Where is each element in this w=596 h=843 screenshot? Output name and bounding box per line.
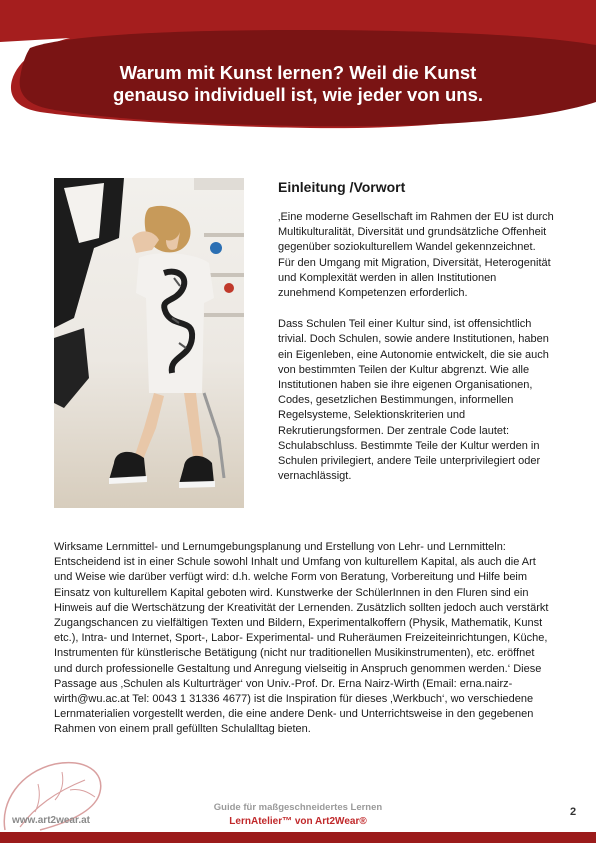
- page-title: [60, 62, 536, 106]
- intro-paragraph-2: Dass Schulen Teil einer Kultur sind, ist offensichtlich trivial. Doch Schulen, sowie andere Institutionen, haben ein Eigenleben, eine Autonomie entwickelt, die sie auch von bestimmten Teilen der Kultur abgrenzt. Wie alle Institutionen haben sie ihre eigenen Organisationen, Codes, gesetzlichen Bestimmungen, informellen Regelsysteme, Selektionskriterien und Rekrutierungsformen. Der zentrale Code lautet: Schulabschluss. Bestimmte Teile der Kultur werden in Schulen privilegiert, andere Teile unterprivilegiert oder vernachlässigt.: [278, 318, 549, 483]
- intro-paragraph-1: ‚Eine moderne Gesellschaft im Rahmen der EU ist durch Multikulturalität, Diversität und grundsätzliche Offenheit gegenüber soziokulturellem Wandel gekennzeichnet. Für den Umgang mit Migration, Diversität, Heterogenität und Komplexität werden in allen Institutionen zunehmend Kompetenzen erforderlich.: [278, 211, 554, 300]
- page-title-line-1: Warum mit Kunst lernen? Weil die Kunst: [119, 62, 477, 83]
- body-paragraph: Wirksame Lernmittel- und Lernumgebungsplanung und Erstellung von Lehr- und Lernmitteln: Entscheidend ist in einer Schule sowohl Inhalt und Umfang von kulturellem Kapital, als auch die Art und Weise wie darüber verfügt wird: d.h. welche Form von Beratung, Vorbereitung und Hilfe beim Einsatz von kulturellem Kapital geboten wird. Kunstwerke der SchülerInnen in den Fluren sind ein Hinweis auf die Wertschätzung der Kreativität der Lernenden. Zusätzlich sollten jedoch auch verstärkt Zugangschancen zu vielfältigen Texten und Bildern, Experimentalkoffern (Physik, Mathematik, Kunst etc.), Intra- und Internet, Sport-, Labor- Experimental- und Ruheräumen Freizeiteinrichtungen, Küche, Instrumenten für künstlerische Betätigung (nicht nur traditionellen Musikinstrumenten), etc. eröffnet und durch professionelle Gestaltung und Anregung vielseitig in Anspruch genommen werden.‘ Diese Passage aus ‚Schulen als Kulturträger‘ von Univ.-Prof. Dr. Erna Nairz-Wirth (Email: erna.nairz-wirth@wu.ac.at Tel: 0043 1 31336 4677) ist die Inspiration für dieses ‚Werkbuch‘, wo verschiedene Lernmaterialien vorgestellt werden, die eine andere Denk- und Unterrichtsweise in den gegebenen Rahmen von einem prall gefüllten Schulalltag bieten.: [54, 541, 549, 736]
- footer-bar: [0, 832, 596, 843]
- page-title-line-2: genauso individuell ist, wie jeder von uns.: [112, 84, 484, 105]
- intro-heading: Einleitung /Vorwort: [278, 179, 406, 195]
- footer-url[interactable]: www.art2wear.at: [12, 815, 90, 826]
- student-photo: [54, 178, 244, 508]
- footer-guide: Guide für maßgeschneidertes Lernen: [213, 802, 383, 813]
- intro-section: [278, 178, 554, 500]
- footer-brand: LernAtelier™ von Art2Wear®: [229, 816, 367, 827]
- page-number: 2: [570, 806, 577, 818]
